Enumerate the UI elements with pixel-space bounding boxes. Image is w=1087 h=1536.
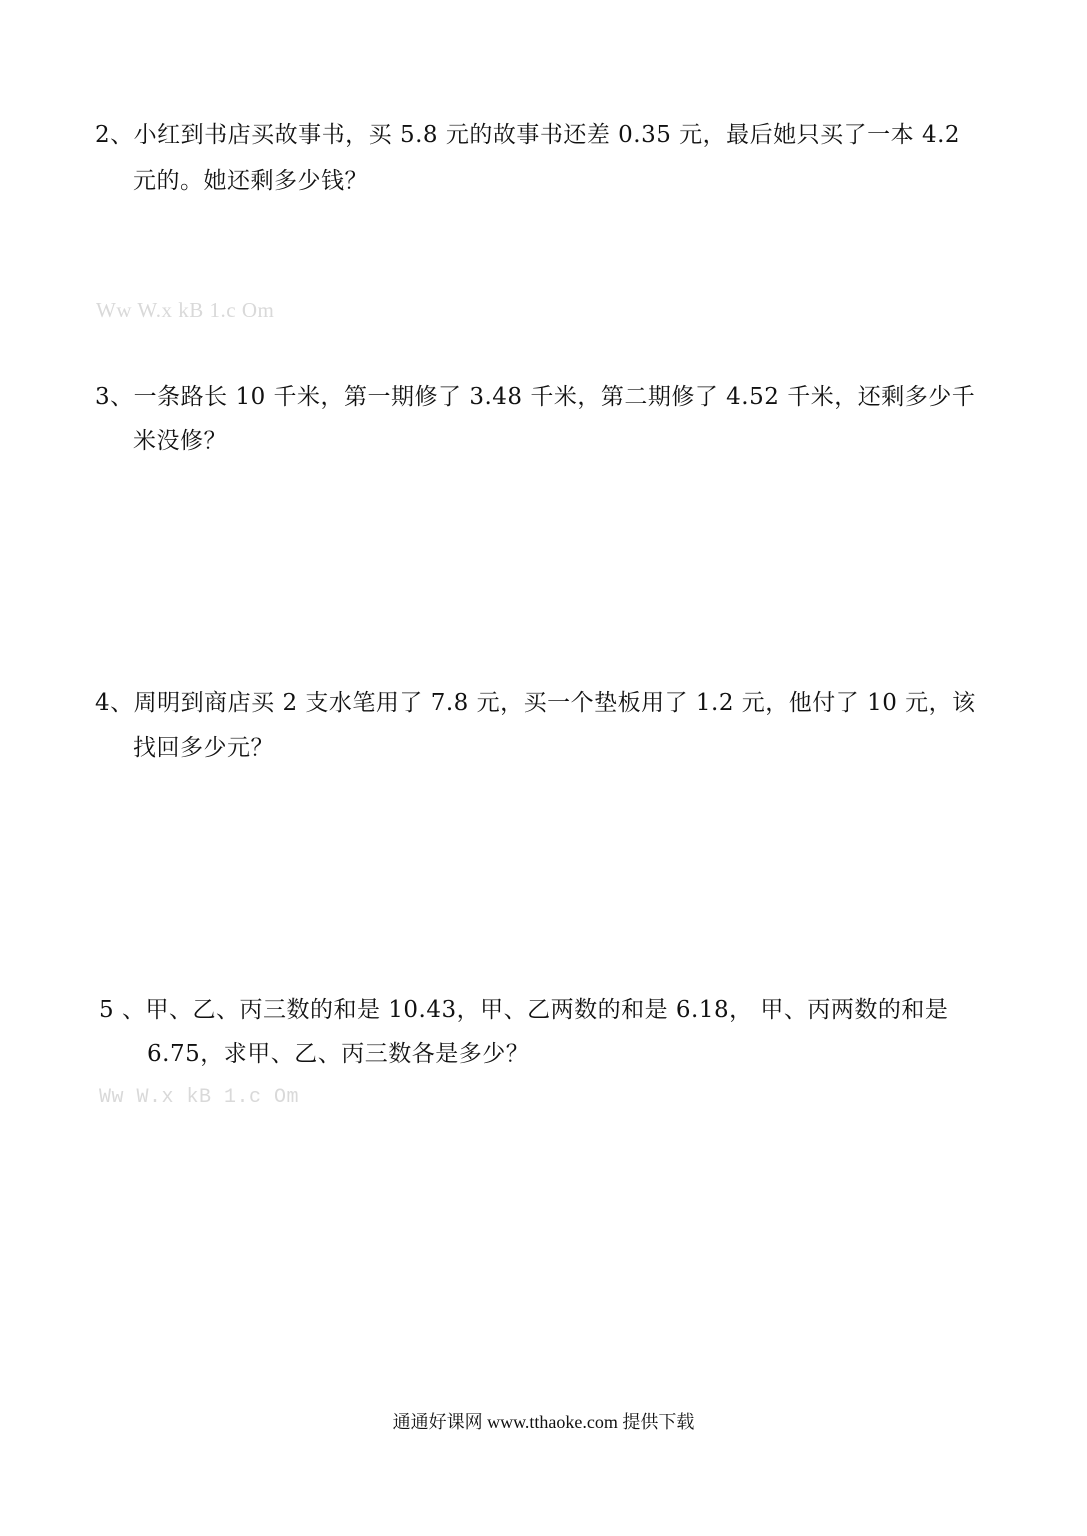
watermark-text: Ww W.x kB 1.c Om: [99, 1086, 300, 1109]
watermark-text: Ww W.x kB 1.c Om: [96, 298, 275, 322]
problem-3-line-1: 3、一条路长 10 千米，第一期修了 3.48 千米，第二期修了 4.52 千米，还剩多少千: [95, 384, 976, 410]
problem-2-line-1: 2、小红到书店买故事书，买 5.8 元的故事书还差 0.35 元，最后她只买了一本 4.2: [95, 122, 961, 148]
problem-2-line-2: 元的。她还剩多少钱？: [133, 168, 368, 194]
problem-5-line-2: 6.75，求甲、乙、丙三数各是多少？: [147, 1041, 530, 1067]
problem-4-line-1: 4、周明到商店买 2 支水笔用了 7.8 元，买一个垫板用了 1.2 元，他付了 10 元，该: [95, 690, 976, 716]
problem-4-line-2: 找回多少元？: [133, 735, 274, 761]
problem-3-line-2: 米没修？: [133, 428, 227, 454]
page-footer: 通通好课网 www.tthaoke.com 提供下载: [392, 1412, 695, 1432]
problem-5-line-1: 5 、甲、乙、丙三数的和是 10.43，甲、乙两数的和是 6.18， 甲、丙两数的和是: [99, 997, 949, 1023]
